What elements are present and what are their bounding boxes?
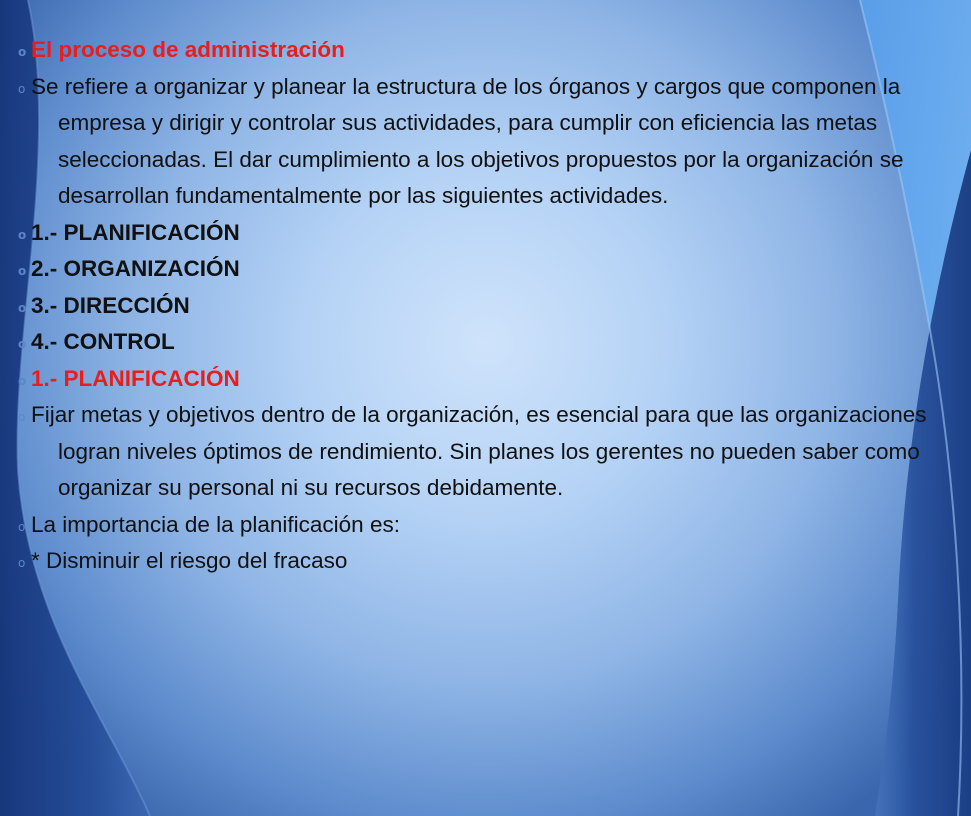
bullet-marker: o — [18, 556, 26, 570]
heading-proceso-administracion — [18, 32, 948, 69]
bullet-marker: o — [18, 373, 27, 388]
paragraph-definicion — [18, 69, 948, 215]
list-item-disminuir-riesgo — [18, 543, 948, 580]
list-item-organizacion — [18, 251, 948, 288]
item-text: 1.- PLANIFICACIÓN — [31, 365, 240, 391]
paragraph-fijar-metas — [18, 397, 948, 507]
bullet-marker: o — [18, 410, 26, 424]
list-item-importancia — [18, 507, 948, 544]
bullet-marker: o — [18, 337, 27, 351]
item-text: Fijar metas y objetivos dentro de la organización, es esencial para que las organizaciones logran niveles óptimos de rendimiento. Sin planes los gerentes no pueden saber como organizar su personal ni su recursos debidamente. — [31, 402, 927, 500]
item-text: El proceso de administración — [31, 37, 345, 62]
bullet-marker: o — [18, 81, 26, 96]
slide-content — [18, 32, 948, 580]
heading-planificacion — [18, 361, 948, 398]
bullet-marker: o — [18, 227, 27, 242]
item-text: La importancia de la planificación es: — [31, 511, 400, 537]
item-text: 4.- CONTROL — [31, 329, 175, 354]
bullet-marker: o — [18, 264, 27, 278]
bullet-marker: o — [18, 519, 26, 534]
item-text: 2.- ORGANIZACIÓN — [31, 256, 240, 281]
item-text: Se refiere a organizar y planear la estructura de los órganos y cargos que componen la empresa y dirigir y controlar sus actividades, para cumplir con eficiencia las metas seleccionadas. El dar cumplimiento a los objetivos propuestos por la organización se desarrollan fundamentalmente por las siguientes actividades. — [31, 73, 904, 208]
list-item-direccion — [18, 288, 948, 325]
item-text: 3.- DIRECCIÓN — [31, 292, 190, 318]
item-text: 1.- PLANIFICACIÓN — [31, 219, 240, 245]
list-item-control — [18, 324, 948, 361]
bullet-marker: o — [18, 300, 27, 315]
item-text: * Disminuir el riesgo del fracaso — [31, 548, 348, 573]
bullet-marker: o — [18, 45, 27, 59]
list-item-planificacion — [18, 215, 948, 252]
